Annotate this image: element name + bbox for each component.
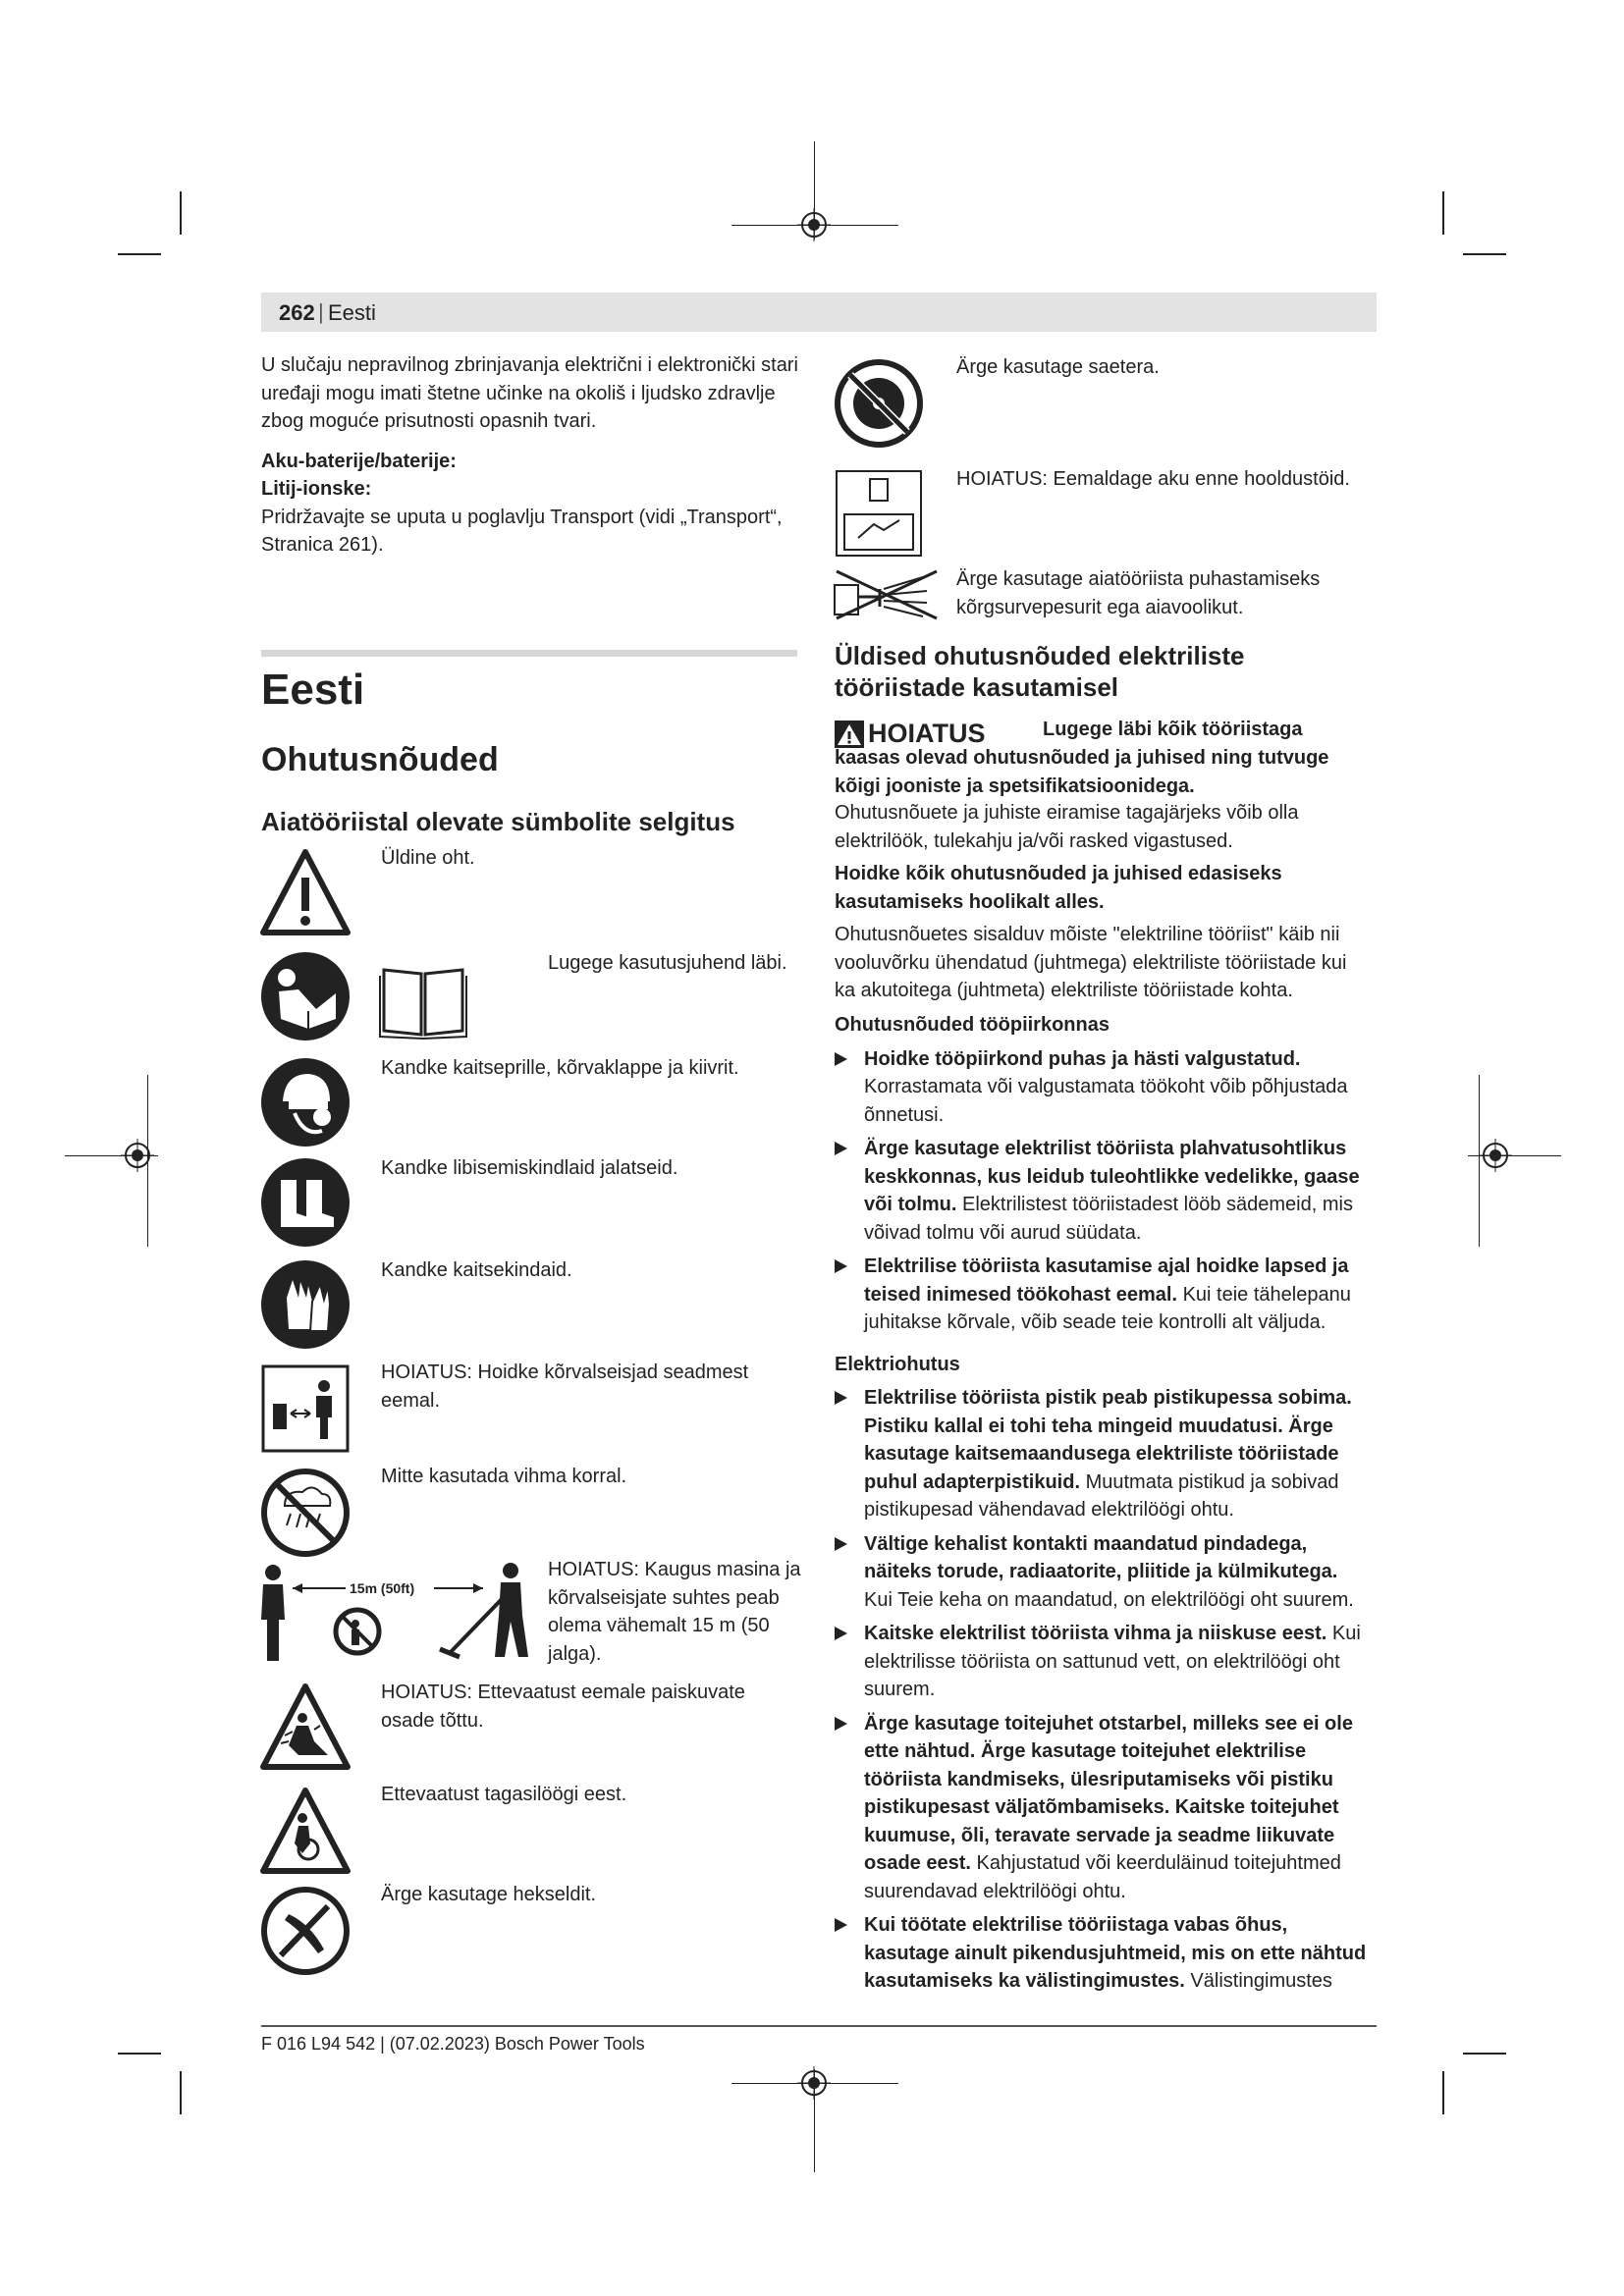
symbols-heading: Aiatööriistal olevate sümbolite selgitus: [261, 807, 735, 836]
right-symbol-text: Ärge kasutage aiatööriista puhastamiseks kõrgsurvepesurit ega aiavoolikut.: [956, 568, 1321, 618]
warning-bold: Lugege läbi kõik tööriistaga kaasas olevad ohutusnõuded ja juhised ning tutvuge kõigi jooniste ja spetsifikatsioonidega.: [835, 719, 1329, 797]
symbol-text: Üldine oht.: [381, 847, 475, 869]
list-item: Elektrilise tööriista kasutamise ajal hoidke lapsed ja teised inimesed töökohast eemal. Kui teie tähelepanu juhitakse kõrvale, võib seade teie kontrolli alt väljuda.: [835, 1253, 1371, 1337]
read-manual-icon: [259, 950, 352, 1042]
registration-mark-icon: [797, 208, 831, 241]
registration-mark-icon: [1479, 1139, 1512, 1172]
right-symbol-text: HOIATUS: Eemaldage aku enne hooldustöid.: [956, 468, 1350, 490]
left-intro: [261, 351, 799, 567]
lithium-heading: Litij-ionske:: [261, 478, 372, 500]
header-section: Eesti: [328, 300, 376, 325]
workplace-heading: Ohutusnõuded tööpiirkonnas: [835, 1014, 1110, 1036]
language-title: Eesti: [261, 666, 365, 714]
boots-icon: [259, 1156, 352, 1249]
footer-rule: [261, 2025, 1377, 2027]
symbol-text: Lugege kasutusjuhend läbi.: [548, 952, 787, 974]
term-text: Ohutusnõuetes sisalduv mõiste "elektriline tööriist" käib nii vooluvõrku ühendatud (juhtmega) elektriliste tööriistade kui ka akutoitega (juhtmeta) elektriliste tööriistade kohta.: [835, 924, 1347, 1001]
symbol-text: Ettevaatust tagasilöögi eest.: [381, 1784, 627, 1805]
no-rain-icon: [259, 1467, 352, 1559]
list-item: Hoidke tööpiirkond puhas ja hästi valgustatud. Korrastamata või valgustamata töökoht võib põhjustada õnnetusi.: [835, 1045, 1371, 1130]
warning-triangle-icon: [259, 846, 352, 938]
symbol-text: Kandke kaitseprille, kõrvaklappe ja kiivrit.: [381, 1057, 739, 1079]
remove-battery-icon: [835, 469, 923, 558]
page-header: 262 | Eesti: [261, 293, 1377, 332]
right-symbol-text: Ärge kasutage saetera.: [956, 356, 1160, 378]
battery-heading: Aku-baterije/baterije:: [261, 450, 457, 472]
keep-heading: Hoidke kõik ohutusnõuded ja juhised edasiseks kasutamiseks hoolikalt alles.: [835, 863, 1282, 913]
list-item: Kui töötate elektrilise tööriistaga vabas õhus, kasutage ainult pikendusjuhtmeid, mis on ette nähtud kasutamiseks ka välistingimustes. Välistingimustes: [835, 1911, 1371, 1996]
list-item: Ärge kasutage toitejuhet otstarbel, milleks see ei ole ette nähtud. Ärge kasutage toitejuhet elektrilise tööriista kandmiseks, ülesriputamiseks või pistiku pistikupesast väljatõmbamiseks. Kaitske toitejuhet kuumuse, õli, teravate servade ja seadme liikuvate osade eest. Kahjustatud või keerduläinud toitejuhtmed suurendavad elektrilöögi ohtu.: [835, 1710, 1371, 1906]
symbol-text: HOIATUS: Kaugus masina ja kõrvalseisjate suhtes peab olema vähemalt 15 m (50 jalga).: [548, 1559, 801, 1665]
symbol-text: Kandke libisemiskindlaid jalatseid.: [381, 1157, 678, 1179]
bystander-distance-icon: [261, 1364, 350, 1453]
lithium-text: Pridržavajte se uputa u poglavlju Transport (vidi „Transport“, Stranica 261).: [261, 506, 783, 556]
no-saw-blade-icon: [833, 357, 925, 450]
list-item: Ärge kasutage elektrilist tööriista plahvatusohtlikus keskkonnas, kus leidub tuleohtlikke vedelikke, gaase või tolmu. Elektrilistest tööriistadest lööb sädemeid, mis võivad tolmu või aurud süüdata.: [835, 1135, 1371, 1247]
distance-label: 15m (50ft): [350, 1580, 415, 1596]
registration-mark-icon: [121, 1139, 154, 1172]
symbol-text: HOIATUS: Hoidke kõrvalseisjad seadmest eemal.: [381, 1362, 749, 1412]
footer-text: F 016 L94 542 | (07.02.2023) Bosch Power Tools: [261, 2034, 645, 2054]
list-item: Vältige kehalist kontakti maandatud pindadega, näiteks torude, radiaatorite, pliitide ja külmikutega. Kui Teie keha on maandatud, on elektrilöögi oht suurem.: [835, 1530, 1371, 1615]
distance-15m-icon: [257, 1559, 571, 1667]
page-number: 262: [279, 300, 315, 325]
general-heading: Üldised ohutusnõuded elektriliste tööriistade kasutamisel: [835, 641, 1245, 702]
list-item: Elektrilise tööriista pistik peab pistikupessa sobima. Pistiku kallal ei tohi teha mingeid muudatusi. Ärge kasutage kaitsemaandusega elektriliste tööriistade puhul adapterpistikuid. Muutmata pistikud ja sobivad pistikupesad vähendavad elektrilöögi ohtu.: [835, 1384, 1371, 1524]
protective-gear-icon: [259, 1056, 352, 1148]
no-flail-icon: [259, 1885, 352, 1977]
safety-title: Ohutusnõuded: [261, 741, 499, 778]
warning-text: Ohutusnõuete ja juhiste eiramise tagajärjeks võib olla elektrilöök, tulekahju ja/või rasked vigastused.: [835, 802, 1299, 852]
list-item: Kaitske elektrilist tööriista vihma ja niiskuse eest. Kui elektrilisse tööriista on sattunud vett, on elektrilöögi oht suurem.: [835, 1620, 1371, 1704]
section-divider: [261, 650, 797, 657]
electrical-heading: Elektriohutus: [835, 1353, 960, 1375]
gloves-icon: [259, 1258, 352, 1351]
workplace-section: [835, 1011, 1371, 2002]
disposal-paragraph: U slučaju nepravilnog zbrinjavanja električni i elektronički stari uređaji mogu imati štetne učinke na okoliš i ljudsko zdravlje zbog moguće prisutnosti opasnih tvari.: [261, 354, 798, 432]
no-pressure-washer-icon: [833, 567, 941, 622]
kickback-icon: [259, 1785, 352, 1877]
symbol-text: Mitte kasutada vihma korral.: [381, 1466, 627, 1487]
thrown-objects-icon: [259, 1681, 352, 1773]
symbol-text: Kandke kaitsekindaid.: [381, 1259, 572, 1281]
registration-mark-icon: [797, 2066, 831, 2100]
symbol-text: HOIATUS: Ettevaatust eemale paiskuvate osade tõttu.: [381, 1682, 745, 1732]
warning-badge-text: HOIATUS: [868, 719, 986, 748]
open-book-icon: [378, 962, 468, 1041]
symbol-text: Ärge kasutage hekseldit.: [381, 1884, 597, 1905]
